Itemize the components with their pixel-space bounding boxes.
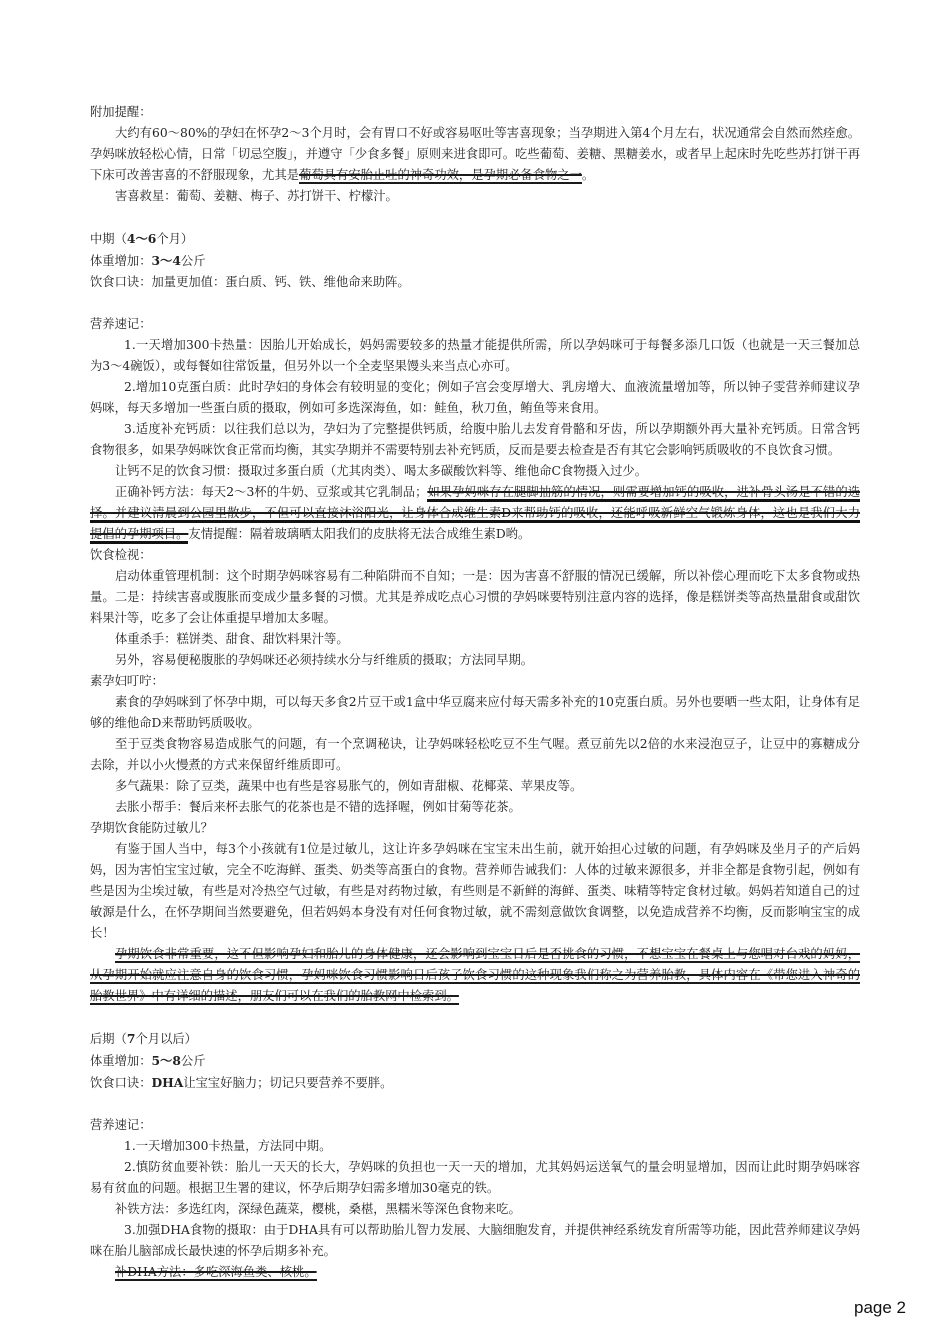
annotation-strike: 如果孕妈咪存在腿脚抽筋的情况，则需要增加钙的吸收，进补骨头汤是不错的选择。并建议清晨到公园里散步，不但可以直接沐浴阳光，让身体合成维生素D来帮助钙的吸收，还能呼吸新鲜空气锻炼身体，这也是我们大力提倡的孕期项目。 — [90, 485, 860, 544]
calcium-method: 正确补钙方法：每天2～3杯的牛奶、豆浆或其它乳制品；如果孕妈咪存在腿脚抽筋的情况，则需要增加钙的吸收，进补骨头汤是不错的选择。并建议清晨到公园里散步，不但可以直接沐浴阳光，让身体合成维生素D来帮助钙的吸收，还能呼吸新鲜空气锻炼身体，这也是我们大力提倡的孕期项目。友情提醒：隔着玻璃晒太阳我们的皮肤将无法合成维生素D哟。 — [90, 482, 860, 545]
dha-method — [90, 1262, 860, 1283]
mid-note-2: 2.增加10克蛋白质：此时孕妇的身体会有较明显的变化；例如子宫会变厚增大、乳房增大、血液流量增加等，所以钟子雯营养师建议孕妈咪，每天多增加一些蛋白质的摄取，例如可多选深海鱼，如：鲑鱼，秋刀鱼，鲔鱼等来食用。 — [90, 380, 860, 415]
document-body — [90, 102, 860, 1283]
annotation-strike: 孕期饮食非常重要，这不但影响孕妇和胎儿的身体健康，还会影响到宝宝日后是否挑食的习惯，不想宝宝在餐桌上与您唱对台戏的妈妈，从孕期开始就应注意自身的饮食习惯，孕妈咪饮食习惯影响日后孩子饮食习惯的这种现象我们称之为营养胎教，具体内容在《带您进入神奇的胎教世界》中有详细的描述，朋友们可以在我们的胎教网中检索到。 — [90, 947, 860, 1003]
check-paragraph-1: 启动体重管理机制：这个时期孕妈咪容易有二种陷阱而不自知；一是：因为害喜不舒服的情况已缓解，所以补偿心理而吃下太多食物或热量。二是：持续害喜或腹胀而变成少量多餐的习惯。尤其是养成吃点心习惯的孕妈咪要特别注意内容的选择，像是糕饼类等高热量甜食或甜饮料果汁等，吃多了会让体重提早增加太多喔。 — [90, 569, 860, 625]
veg-paragraph-4: 去胀小帮手：餐后来杯去胀气的花茶也是不错的选择喔，例如甘菊等花茶。 — [115, 800, 521, 814]
iron-method: 补铁方法：多选红肉，深绿色蔬菜，樱桃，桑椹，黑糯米等深色食物来吃。 — [115, 1202, 521, 1216]
veg-paragraph-2: 至于豆类食物容易造成胀气的问题，有一个烹调秘诀，让孕妈咪轻松吃豆不生气喔。煮豆前先以2倍的水来浸泡豆子，让豆中的寡糖成分去除，并以小火慢煮的方式来保留纤维质即可。 — [90, 737, 860, 772]
mid-note-1: 1.一天增加300卡热量：因胎儿开始成长，妈妈需要较多的热量才能提供所需，所以孕妈咪可于每餐多添几口饭（也就是一天三餐加总为3～4碗饭），或每餐如往常饭量，但另外以一个全麦坚果馒头来当点心亦可。 — [90, 338, 860, 373]
mid-note-3: 3.适度补充钙质：以往我们总以为，孕妇为了完整提供钙质，给腹中胎儿去发育骨骼和牙齿，所以孕期额外再大量补充钙质。日常含钙食物很多，如果孕妈咪饮食正常而均衡，其实孕期并不需要特别去补充钙质，反而是要去检查是否有其它会影响钙质吸收的不良饮食习惯。 — [90, 422, 860, 457]
mid-diet-line: 饮食口诀：加量更加值：蛋白质、钙、铁、维他命来助阵。 — [90, 275, 410, 289]
allergy-title: 孕期饮食能防过敏儿？ — [90, 821, 213, 835]
late-note-1: 1.一天增加300卡热量，方法同中期。 — [124, 1139, 332, 1153]
page-number: page 2 — [854, 1298, 906, 1317]
reminder-paragraph: 大约有60～80%的孕妇在怀孕2～3个月时，会有胃口不好或容易呕吐等害喜现象；当孕期进入第4个月左右，状况通常会自然而然痊愈。孕妈咪放轻松心情，日常「切忌空腹」，并遵守「少食多餐」原则来进食即可。吃些葡萄、姜糖、黑糖姜水，或者早上起床时先吃些苏打饼干再下床可改善害喜的不舒服现象，尤其是葡萄具有安胎止吐的神奇功效，是孕期必备食物之一。 — [90, 126, 860, 182]
mid-notes-title: 营养速记： — [90, 317, 152, 331]
allergy-annotation — [90, 944, 860, 1007]
veg-title: 素孕妇叮咛： — [90, 674, 164, 688]
late-note-3: 3.加强DHA食物的摄取：由于DHA具有可以帮助胎儿智力发展、大脑细胞发育，并提供神经系统发育所需等功能，因此营养师建议孕妈咪在胎儿脑部成长最快速的怀孕后期多补充。 — [90, 1223, 860, 1258]
mid-title: 中期（4～6个月） — [90, 231, 194, 246]
reminder-title: 附加提醒： — [90, 105, 152, 119]
late-diet-line: 饮食口诀：DHA让宝宝好脑力；切记只要营养不要胖。 — [90, 1075, 393, 1090]
late-title: 后期（7个月以后） — [90, 1031, 197, 1046]
check-title: 饮食检视： — [90, 548, 152, 562]
veg-paragraph-1: 素食的孕妈咪到了怀孕中期，可以每天多食2片豆干或1盒中华豆腐来应付每天需多补充的10克蛋白质。另外也要晒一些太阳，让身体有足够的维他命D来帮助钙质吸收。 — [90, 695, 860, 730]
annotation-strike: 补DHA方法：多吃深海鱼类、核桃。 — [115, 1265, 317, 1279]
reminder-relief: 害喜救星：葡萄、姜糖、梅子、苏打饼干、柠檬汁。 — [115, 189, 398, 203]
veg-paragraph-3: 多气蔬果：除了豆类，蔬果中也有些是容易胀气的，例如青甜椒、花椰菜、苹果皮等。 — [115, 779, 583, 793]
check-paragraph-2: 体重杀手：糕饼类、甜食、甜饮料果汁等。 — [115, 632, 349, 646]
mid-weight: 体重增加：3～4公斤 — [90, 253, 206, 268]
annotation-strike: 葡萄具有安胎止吐的神奇功效，是孕期必备食物之一 — [299, 168, 582, 182]
calcium-bad-habits: 让钙不足的饮食习惯：摄取过多蛋白质（尤其肉类）、喝太多碳酸饮料等、维他命C食物摄入过少。 — [115, 464, 648, 478]
late-weight: 体重增加：5～8公斤 — [90, 1053, 206, 1068]
check-paragraph-3: 另外，容易便秘腹胀的孕妈咪还必须持续水分与纤维质的摄取；方法同早期。 — [115, 653, 534, 667]
late-note-2: 2.慎防贫血要补铁：胎儿一天天的长大，孕妈咪的负担也一天一天的增加，尤其妈妈运送氧气的量会明显增加，因而让此时期孕妈咪容易有贫血的问题。根据卫生署的建议，怀孕后期孕妇需多增加30毫克的铁。 — [90, 1160, 860, 1195]
late-notes-title: 营养速记： — [90, 1118, 152, 1132]
allergy-paragraph: 有鉴于国人当中，每3个小孩就有1位是过敏儿，这让许多孕妈咪在宝宝未出生前，就开始担心过敏的问题，有孕妈咪及坐月子的产后妈妈，因为害怕宝宝过敏，完全不吃海鲜、蛋类、奶类等高蛋白的食物。营养师告诫我们：人体的过敏来源很多，并非全都是食物引起，例如有些是因为尘埃过敏，有些是对冷热空气过敏，有些是对药物过敏，有些则是不新鲜的海鲜、蛋类、味精等特定食材过敏。妈妈若知道自己的过敏源是什么，在怀孕期间当然要避免，但若妈妈本身没有对任何食物过敏，就不需刻意做饮食调整，以免造成营养不均衡，反而影响宝宝的成长！ — [90, 842, 860, 940]
